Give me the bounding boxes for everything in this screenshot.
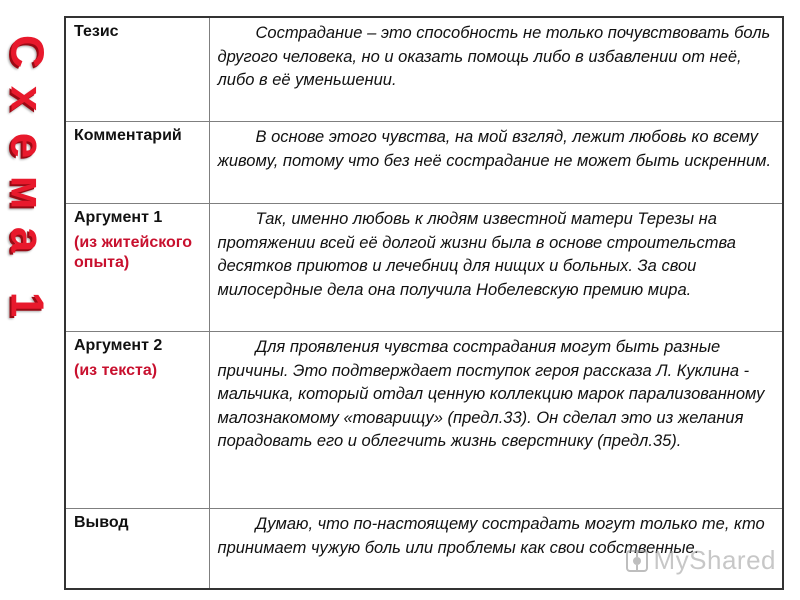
row-label-cell (65, 332, 209, 509)
side-title-letter: 1 (1, 291, 54, 318)
side-title-letter: С (1, 34, 54, 69)
row-text: В основе этого чувства, на мой взгляд, лежит любовь ко всему живому, потому что без неё сострадание не может быть искренним. (217, 128, 772, 170)
row-text-cell (209, 332, 783, 509)
row-label-cell (65, 204, 209, 332)
row-text: Думаю, что по-настоящему сострадать могут только те, кто принимает чужую боль или проблемы как свои собственные. (217, 515, 765, 557)
row-text: Сострадание – это способность не только почувствовать боль другого человека, но и оказать помощь либо в избавлении от неё, либо в её уменьшении. (217, 24, 771, 89)
row-text-cell (209, 204, 783, 332)
side-title-letter: м (1, 175, 54, 210)
row-label: Комментарий (74, 127, 182, 144)
row-label: Аргумент 2 (74, 337, 163, 354)
table-row-argument-2 (65, 332, 783, 509)
row-label-cell (65, 17, 209, 122)
side-title-letter: х (1, 85, 54, 112)
row-text-cell (209, 122, 783, 204)
row-text: Так, именно любовь к людям известной матери Терезы на протяжении всей её долгой жизни была в основе строительства десятков приютов и лечебниц для нищих и больных. За свои милосердные дела она получила Нобелевскую премию мира. (217, 210, 736, 299)
row-sublabel: (из житейского опыта) (74, 234, 193, 271)
watermark-text: MyShared (653, 545, 776, 575)
table-row-comment (65, 122, 783, 204)
side-title-letter: а (1, 226, 54, 253)
table-row-thesis (65, 17, 783, 122)
row-text: Для проявления чувства сострадания могут быть разные причины. Это подтверждает поступок героя рассказа Л. Куклина - мальчика, который отдал ценную коллекцию марок парализованному малознакомому «товарищу» (предл.33). Он сделал это из желания порадовать его и облегчить жизнь сверстнику (предл.35). (217, 338, 765, 450)
essay-scheme-table (64, 16, 784, 590)
row-label-cell (65, 509, 209, 590)
row-sublabel: (из текста) (74, 362, 158, 379)
table-row-argument-1 (65, 204, 783, 332)
side-title-letter: е (1, 132, 54, 159)
row-label: Тезис (74, 23, 119, 40)
row-label: Вывод (74, 514, 129, 531)
row-text-cell (209, 509, 783, 590)
side-title (2, 28, 52, 388)
row-label-cell (65, 122, 209, 204)
row-text-cell (209, 17, 783, 122)
table-row-conclusion (65, 509, 783, 590)
row-label: Аргумент 1 (74, 209, 163, 226)
